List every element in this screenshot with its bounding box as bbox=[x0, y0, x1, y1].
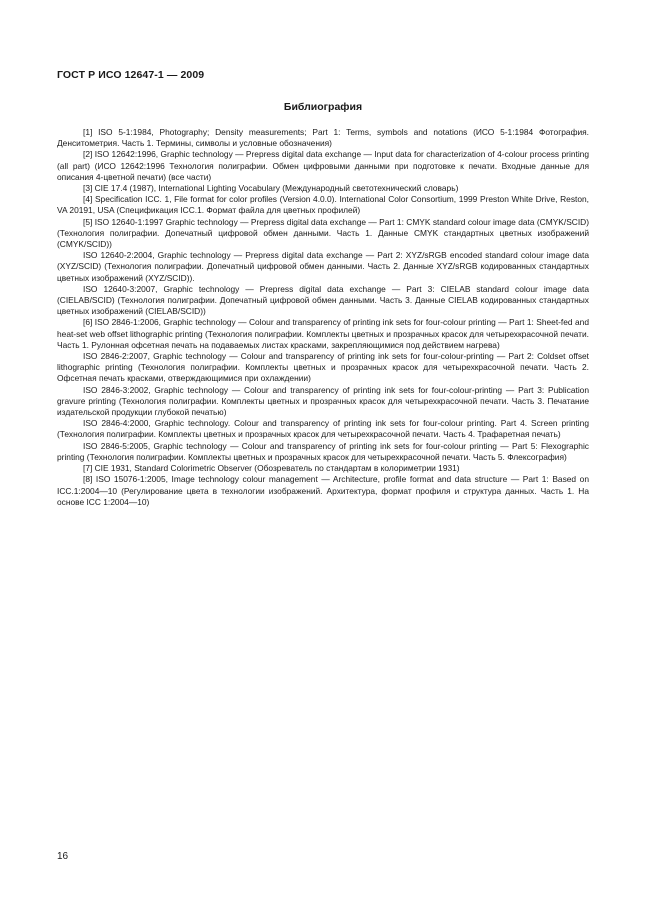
page-number: 16 bbox=[57, 851, 69, 862]
bibliography-entry: ISO 2846-5:2005, Graphic technology — Colour and transparency of printing ink sets for four-colour printing — Part 5: Flexographic printing (Технология полиграфии. Комплекты цветных и прозрачных красок для четырехкрасочной печати. Часть 5. Флексография) bbox=[57, 440, 589, 462]
bibliography-entry: [2] ISO 12642:1996, Graphic technology — Prepress digital data exchange — Input data for characterization of 4-colour process printing (all part) (ИСО 12642:1996 Технология полиграфии. Обмен цифровыми данными при подготовке к печати. Входные данные для описания 4-цветной печати) (все части) bbox=[57, 149, 589, 182]
bibliography-entry: ISO 12640-2:2004, Graphic technology — Prepress digital data exchange — Part 2: XYZ/sRGB encoded standard colour image data (XYZ/SCID) (Технология полиграфии. Допечатный цифровой обмен данными. Часть 2. Данные XYZ/sRGB кодированных стандартных цветных изображений (XYZ/SCID)). bbox=[57, 250, 589, 283]
bibliography-entry: ISO 2846-2:2007, Graphic technology — Colour and transparency of printing ink sets for four-colour-printing — Part 2: Coldset offset lithographic printing (Технология полиграфии. Комплекты цветных и прозрачных красок для четырехкрасочной печати. Часть 2. Офсетная печать красками, отверждающимися при охлаждении) bbox=[57, 351, 589, 384]
bibliography-entry: [5] ISO 12640-1:1997 Graphic technology — Prepress digital data exchange — Part 1: CMYK standard colour image data (CMYK/SCID) (Технология полиграфии. Допечатный цифровой обмен данными. Часть 1. Данные CMYK стандартных цветных изображений (CMYK/SCID)) bbox=[57, 216, 589, 250]
document-header: ГОСТ Р ИСО 12647-1 — 2009 bbox=[57, 69, 205, 81]
bibliography-list bbox=[57, 127, 589, 508]
bibliography-entry: [1] ISO 5-1:1984, Photography; Density measurements; Part 1: Terms, symbols and notations (ИСО 5-1:1984 Фотография. Денситометрия. Часть 1. Термины, символы и условные обозначения) bbox=[57, 127, 589, 149]
bibliography-entry: [3] CIE 17.4 (1987), International Lighting Vocabulary (Международный светотехнический словарь) bbox=[83, 183, 459, 194]
bibliography-entry: ISO 12640-3:2007, Graphic technology — Prepress digital data exchange — Part 3: CIELAB standard colour image data (CIELAB/SCID) (Технология полиграфии. Допечатный цифровой обмен данными. Часть 3. Данные CIELAB кодированных стандартных цветных изображений (CIELAB/SCID)) bbox=[57, 283, 589, 317]
section-title: Библиография bbox=[283, 101, 363, 113]
bibliography-entry: [8] ISO 15076-1:2005, Image technology colour management — Architecture, profile format and data structure — Part 1: Based on ICC.1:2004—10 (Регулирование цвета в технологии изображений. Архитектура, формат профиля и структура данных. Часть 1. На основе ICC 1:2004—10) bbox=[57, 474, 589, 507]
bibliography-entry: [4] Specification ICC. 1, File format for color profiles (Version 4.0.0). International Color Consortium, 1999 Preston White Drive, Reston, VA 20191, USA (Спецификация ICC.1. Формат файла для цветных профилей) bbox=[57, 194, 589, 216]
bibliography-entry: ISO 2846-3:2002, Graphic technology — Colour and transparency of printing ink sets for four-colour-printing — Part 3: Publication gravure printing (Технология полиграфии. Комплекты цветных и прозрачных красок для четырехкрасочной печати. Часть 3. Печатание издательской продукции глубокой печатью) bbox=[57, 384, 589, 418]
bibliography-entry: [7] CIE 1931, Standard Colorimetric Observer (Обозреватель по стандартам в колориметрии 1931) bbox=[83, 463, 460, 474]
bibliography-entry: [6] ISO 2846-1:2006, Graphic technology — Colour and transparency of printing ink sets for four-colour printing — Part 1: Sheet-fed and heat-set web offset lithographic printing (Технология полиграфии. Комплекты цветных и прозрачных красок для четырехкрасочной печати. Часть 1. Рулонная офсетная печать на подаваемых листах красками, закрепляющимися под действием нагрева) bbox=[57, 317, 589, 350]
bibliography-entry: ISO 2846-4:2000, Graphic technology. Colour and transparency of printing ink sets for four-colour printing. Part 4. Screen printing (Технология полиграфии. Комплекты цветных и прозрачных красок для четырехкрасочной печати. Часть 4. Трафаретная печать) bbox=[57, 418, 589, 440]
